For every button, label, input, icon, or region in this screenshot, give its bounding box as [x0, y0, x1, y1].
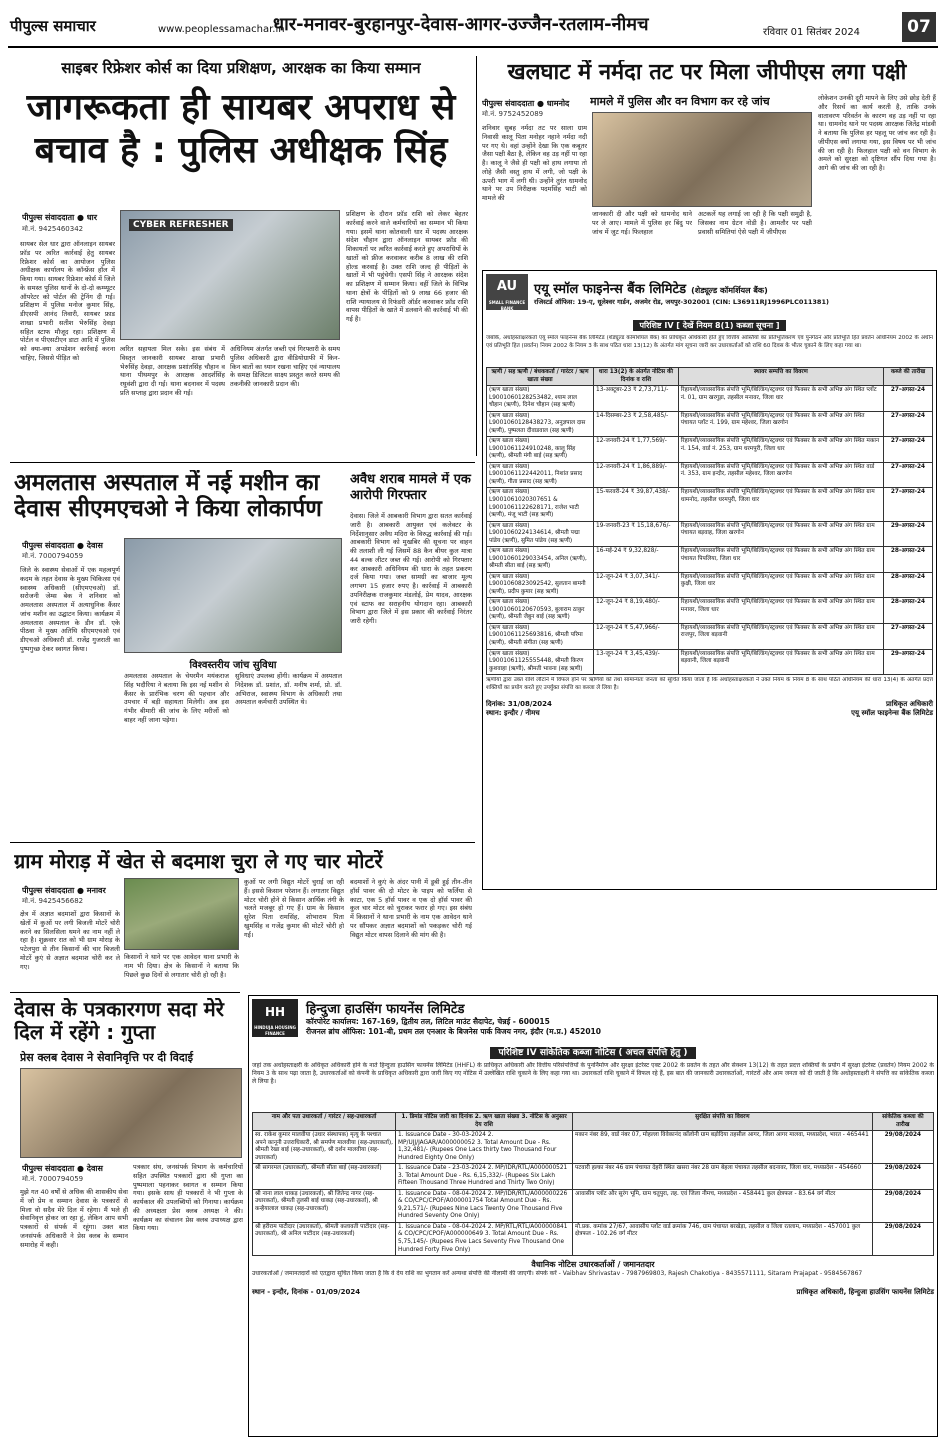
page-number: 07 — [902, 12, 936, 42]
website: www.peoplessamachar.in — [158, 24, 285, 35]
au-table-row-cell-2: 14-दिसम्बर-23 ₹ 2,58,485/- — [594, 411, 679, 437]
au-table-row-cell-2: 16-मई-24 ₹ 9,32,828/- — [594, 547, 679, 573]
hinduja-reg: रीजनल ब्रांच ऑफिस: 101-बी, प्रथम तल एनआर के बिजनेस पार्क विजय नगर, इंदौर (म.प्र.) 452010 — [306, 1027, 601, 1036]
hinduja-intro: जहां तक अधोहस्ताक्षरी के अधिकृत अधिकारी होने के नाते हिन्दुजा हाउसिंग फायनेंस लिमिटेड (HHFL) के प्राधिकृत अधिकारी और वित्तीय परिसंपत्तियों के पुनर्निर्माण और सुरक्षा इंटरेस्ट एक्ट 2002 के प्रवर्तन के तहत और सेक्शन 13(12) के तहत प्रदत्त शक्तियों के प्रयोग में सुरक्षा इंटरेस्ट (प्रवर्तन) नियम 2002 के नियम 3 के साथ पढ़ा जाता है, उधारकर्ताओं को कंपनी के प्राधिकृत अधिकारी द्वारा जारी किए गए नोटिस में उल्लेखित राशि चुकाने के लिए कहा गया था। उधारकर्ता राशि चुकाने में विफल रहे हैं, इस बात की जानकारी उधारकर्ताओं, गारंटरों और आम जनता को दी जाती है कि अधोहस्ताक्षरी ने संपत्ति का सांकेतिक कब्जा ले लिया है। — [252, 1062, 934, 1086]
au-table-row-cell-3: रिहायशी/व्यावसायिक संपत्ति भूमि/बिल्डिंग/स्ट्रक्चर एवं फिक्सर के सभी अभिन्न अंग स्थित मकान नं. 154, वार्ड नं. 253, ग्राम धरमपुरी, जिला धार — [678, 437, 883, 463]
au-table-row-cell-1: (ऋण खाता संख्या) L9001060128253482, श्याम लाल चौहान (ऋणी), दिनेश चौहान (सह ऋणी) — [487, 386, 594, 412]
story2-headline: खलघाट में नर्मदा तट पर मिला जीपीएस लगा पक्षी — [507, 60, 907, 85]
hinduja-notice — [248, 995, 938, 1437]
story2-subhead: मामले में पुलिस और वन विभाग कर रहे जांच — [590, 95, 770, 108]
story6-subhead: प्रेस क्लब देवास ने सेवानिवृत्ति पर दी विदाई — [20, 1051, 193, 1064]
hinduja-table-row-cell-1: स्व. राकेश कुमार मालवीया (उधार संस्थापक) मृत्यु के पश्चात अपने कानूनी उत्तराधिकारी, श्री समर्पण मालवीया (सह-उधारकर्ता), श्रीमती रेखा बाई (सह-उधारकर्ता), श्री दर्शन मालवीया (सह-उधारकर्ता) — [253, 1131, 396, 1164]
hinduja-col-borrower: नाम और पता उधारकर्ता / गारंटर / सह-उधारकर्ता — [253, 1113, 396, 1131]
story1-photo-caption: CYBER REFRESHER — [129, 219, 233, 231]
story3-box-title: विश्वस्तरीय जांच सुविधा — [189, 660, 277, 671]
story2-mobile: मो.नं. 9752452089 — [482, 110, 544, 118]
au-table-row-cell-1: (ऋण खाता संख्या) L9001061124910248, कालू सिंह (ऋणी), श्रीमती मंगी बाई (सह ऋणी) — [487, 437, 594, 463]
hinduja-col-notice: 1. डिमांड नोटिस जारी का दिनांक 2. ऋण खाता संख्या 3. नोटिस के अनुसार देय राशि — [396, 1113, 573, 1131]
story1-photo — [120, 210, 340, 340]
au-table-row-cell-3: रिहायशी/व्यावसायिक संपत्ति भूमि/बिल्डिंग/स्ट्रक्चर एवं फिक्सर के सभी अभिन्न अंग स्थित ग्राम धामनोद, तहसील धरमपुरी, जिला धार — [678, 488, 883, 521]
au-table-row-cell-3: रिहायशी/व्यावसायिक संपत्ति भूमि/बिल्डिंग/स्ट्रक्चर एवं फिक्सर के सभी अभिन्न अंग स्थित ग्राम पंचायत पिपलिया, जिला धार — [678, 547, 883, 573]
au-table-row — [487, 598, 933, 624]
story5-col4: बदमाशों ने कुएं के अंदर पानी में डूबी हुई तीन-तीन हॉर्स पावर की दो मोटर के पाइप को फर्लिया से काटा, एक 5 हॉर्स पावर व एक दो हॉर्स पावर की कुल चार मोटर को चुराकर फरार हो गए। इस संबंध में किसानों ने थाना प्रभारी के नाम एक आवेदन थाने पर सौंपकर अज्ञात बदमाशों को पकड़कर चोरी गई विद्युत मोटर वापस दिलाने की मांग की है। — [350, 878, 472, 939]
hinduja-table-row-cell-1: श्री सागरमल (उधारकर्ता), श्रीमती सीता बाई (सह-उधारकर्ता) — [253, 1164, 396, 1190]
hinduja-table-row-cell-3: मौ.प्रक. कमांक 27/67, आवासीय प्लॉट वार्ड क्रमांक 746, ग्राम पंचायत बरखेड़ा, तहसील व जिला रतलाम, मध्यप्रदेश - 457001 कुल क्षेत्रफल - 102.26 वर्ग मीटर — [573, 1222, 873, 1255]
story5-headline: ग्राम मोराड़ में खेत से बदमाश चुरा ले गए चार मोटरें — [14, 850, 383, 873]
hinduja-footer-title: वैधानिक नोटिस उधारकर्ताओं / जमानतदार — [531, 1260, 655, 1270]
story5-col1: क्षेत्र में अज्ञात बदमाशों द्वारा किसानों के खेतों में कुओं पर लगी बिजली मोटरें चोरी करने का सिलसिला थमने का नाम नहीं ले रहा है। शुक्रवार रात को भी ग्राम मोराड़ के पटेलपुरा से तीन किसानों की चार बिजली मोटरें कुएं से अज्ञात बदमाश चोरी कर ले गए। — [20, 910, 120, 971]
hinduja-logo-sub: HINDUJA HOUSING FINANCE — [254, 1025, 296, 1036]
au-table-row-cell-2: 12-जनवरी-24 ₹ 1,77,569/- — [594, 437, 679, 463]
section-rule — [10, 462, 475, 463]
au-table-row-cell-4: 27-अगस्त-24 — [883, 437, 932, 463]
au-table-row — [487, 572, 933, 598]
story1-head — [10, 58, 472, 208]
hinduja-table-row-cell-2: 1. Issuance Date - 08-04-2024 2. MP/IDR/RTL/A000000226 & CO/CPC/CPOF/A000001754 Total Amount Due - Rs. 9,21,571/- (Rupees Nine Lacs Twenty One Thousand Five Hundred Seventy One Only) — [396, 1189, 573, 1222]
au-table-row-cell-4: 27-अगस्त-24 — [883, 386, 932, 412]
au-table-row-cell-4: 27-अगस्त-24 — [883, 411, 932, 437]
section-rule-2 — [10, 842, 475, 843]
au-table-row-cell-4: 27-अगस्त-24 — [883, 462, 932, 488]
au-sign2: एयू स्मॉल फाइनेन्स बैंक लिमिटेड — [851, 709, 933, 718]
hinduja-table-row — [253, 1131, 934, 1164]
au-logo-text: AU — [496, 279, 518, 294]
hinduja-table-row — [253, 1222, 934, 1255]
au-table-row-cell-3: रिहायशी/व्यावसायिक संपत्ति भूमि/बिल्डिंग/स्ट्रक्चर एवं फिक्सर के सभी अभिन्न अंग स्थित ग्राम मनावर, जिला धार — [678, 598, 883, 624]
story1-col4: प्रशिक्षण के दौरान फ्रॉड राशि को लेकर बेहतर कार्रवाई करने वाले कर्मचारियों का सम्मान भी किया गया। इसमें थाना कोतवाली धार में पदस्थ आरक्षक संदेश चौहान द्वारा ऑनलाइन सायबर फ्रॉड की शिकायतों पर त्वरित कार्रवाई करते हुए अपराधियों के खातों को फ्रीज करवाकर करीब 8 लाख की राशि होल्ड करवाई है। उक्त राशि जल्द ही पीड़ितों के खातों में भी पहुंचेगी। एसपी सिंह ने आरक्षक संदेश का प्रशिक्षण में सम्मान किया। वहीं जिले के विभिन्न थाना क्षेत्रों के पीड़ितों को 9 लाख 66 हजार की राशि न्यायालय से रिफंडरी ऑर्डर करवाकर फ्रॉड राशि वापस पीड़ितों के खाते में डलवाने की कार्रवाई भी की गई है। — [346, 210, 468, 324]
au-table-row — [487, 462, 933, 488]
story5-byline: पीपुल्स संवाददाता ● मनावर — [22, 886, 106, 895]
hinduja-table-row-cell-4: 29/08/2024 — [872, 1189, 933, 1222]
story2-col3: अटकलें यह लगाई जा रही है कि पक्षी समुद्री है, जिसका नाम ग्रेटन नोडी है। आमतौर पर पक्षी प्रवासी समितियां ऐसे पक्षी में जीपीएस — [698, 210, 812, 236]
au-table-row-cell-2: 12-जून-24 ₹ 8,19,480/- — [594, 598, 679, 624]
hinduja-table-row-cell-2: 1. Issuance Date - 08-04-2024 2. MP/RTL/RTL/A000000841 & CO/CPC/CPOF/A000000649 3. Total Amount Due - Rs. 5,75,145/- (Rupees Five Lacs Seventy Five Thousand One Hundred Forty Five Only) — [396, 1222, 573, 1255]
story5-col3: कुओं पर लगी विद्युत मोटरें चुराई जा रही हैं। इससे किसान परेशान हैं। लगातार विद्युत मोटर चोरी होने से किसान आर्थिक तंगी के चलते मजबूर हो गए हैं। ग्राम के किसान सुरेश पिता रामसिंह, शोभाराम पिता खुमसिंह व गजेंद्र कुमार की मोटरें चोरी हो गईं। — [244, 878, 344, 939]
hinduja-table-row-cell-3: आवासीय प्लॉट और सुरंग भूमि, ग्राम चतुपुरा, तह. एवं जिला नीमच, मध्यप्रदेश - 458441 कुल क्षेत्रफल - 83.64 वर्ग मीटर — [573, 1189, 873, 1222]
hinduja-table-row-cell-2: 1. Issuance Date - 30-03-2024 2. MP/UJJ/JAGAR/A000000052 3. Total Amount Due - Rs. 1,32,481/- (Rupees One Lacs thirty two Thousand Four Hundred Eighty One Only) — [396, 1131, 573, 1164]
au-bank-notice — [482, 270, 937, 890]
au-logo-sub: SMALL FINANCE BANK — [488, 300, 526, 311]
hinduja-notice-title: परिशिष्ट IV सांकेतिक कब्जा नोटिस ( अचल संपत्ति हेतु ) — [490, 1047, 695, 1059]
au-col-possession: कब्जे की तारीख — [883, 368, 932, 386]
story3-photo — [124, 538, 342, 653]
au-table-row — [487, 649, 933, 675]
story1-kicker: साइबर रिफ्रेशर कोर्स का दिया प्रशिक्षण, आरक्षक का किया सम्मान — [61, 59, 421, 77]
au-date: दिनांक: 31/08/2024 — [486, 700, 552, 709]
story4-headline: अवैध शराब मामले में एक आरोपी गिरफ्तार — [350, 472, 471, 504]
au-table-row — [487, 411, 933, 437]
hinduja-logo — [252, 999, 298, 1037]
au-table-row-cell-1: (ऋण खाता संख्या) L9001060120670593, बुलाराम ठाकुर (ऋणी), श्रीमती जैबुन बाई (सह ऋणी) — [487, 598, 594, 624]
au-notice-title: परिशिष्ट IV [ देखें नियम 8(1) कब्जा सूचना ] — [633, 320, 785, 331]
au-place: स्थान: इन्दौर / नीमच — [486, 709, 540, 718]
brand-name: पीपुल्स समाचार — [10, 17, 96, 35]
au-table-row-cell-1: (ऋण खाता संख्या) L9001060224134614, श्रीमती पद्मा पांडेय (ऋणी), सुमित पांडेय (सह ऋणी) — [487, 521, 594, 547]
hinduja-title: हिन्दुजा हाउसिंग फायनेंस लिमिटेड — [306, 1002, 465, 1017]
story1-col3: अधिनियम अंतर्गत जब्ती एवं गिरफ्तारी के समय पुलिस अधिकारी द्वारा वीडियोग्राफी में किन-किन बातों का ध्यान रखना चाहिए एवं न्यायालय के समक्ष डिजिटल साक्ष्य प्रस्तुत करते समय की तकनीकी जानकारी प्रदान की। — [230, 345, 340, 389]
au-table-row-cell-3: रिहायशी/व्यावसायिक संपत्ति भूमि/बिल्डिंग/स्ट्रक्चर एवं फिक्सर के सभी अभिन्न अंग स्थित प्लॉट नं. 01, ग्राम खरगुड़ा, तहसील मनावर, जिला धार — [678, 386, 883, 412]
hinduja-table-row — [253, 1164, 934, 1190]
story6-photo — [20, 1068, 242, 1158]
story3-col2: अमलतास अस्पताल के चेयरमैन मयंकराज सिंह भदौरिया ने बताया कि इस नई मशीन से कैंसर के प्रारंभिक चरण की पहचान और उपचार में बड़ी सहायता मिलेगी। अब इस गंभीर बीमारी की जांच के लिए मरीजों को बाहर नहीं जाना पड़ेगा। — [124, 672, 229, 724]
au-table-row-cell-1: (ऋण खाता संख्या) L9001060129033454, अनिल (ऋणी), श्रीमती सीता बाई (सह ऋणी) — [487, 547, 594, 573]
masthead — [8, 6, 938, 48]
au-table-row-cell-2: 13-जून-24 ₹ 3,45,439/- — [594, 649, 679, 675]
story5-mobile: मो.नं. 9425456682 — [22, 897, 84, 905]
au-col-borrower: ऋणी / सह ऋणी / बंधककर्ता / गारंटर / ऋण खाता संख्या — [487, 368, 594, 386]
hinduja-corp: कॉरपोरेट कार्यालय: 167-169, द्वितीय तल, लिटिल माउंट सैदापेट, चेन्नई - 600015 — [306, 1017, 550, 1026]
story1-mobile: मो.नं. 9425460342 — [22, 225, 84, 233]
story6-col2: पत्रकार संघ, जनसंपर्क विभाग के कर्मचारियों सहित उपस्थित पत्रकारों द्वारा श्री गुप्ता का पुष्पमाला पहनाकर स्वागत व सम्मान किया गया। इसके साथ ही पत्रकारों ने भी गुप्ता के कार्यकाल की उपलब्धियों को गिनाया। कार्यक्रम की अध्यक्षता प्रेस क्लब अध्यक्ष ने की। कार्यक्रम का संचालन प्रेस क्लब उपाध्यक्ष द्वारा किया गया। — [133, 1163, 243, 1233]
story6-headline: देवास के पत्रकारगण सदा मेरे दिल में रहेंगे : गुप्ता — [14, 998, 224, 1044]
au-table-row — [487, 437, 933, 463]
story4-text: देवास। जिले में आबकारी विभाग द्वारा सतत कार्रवाई जारी है। आबकारी आयुक्त एवं कलेक्टर के निर्देशानुसार अवैध मदिरा के विरुद्ध कार्रवाई की गई। आबकारी विभाग को मुखबिर की सूचना पर वाहन की तलाशी ली गई जिसमें 88 कैन बीयर कुल मात्रा 44 बल्क लीटर जब्त की गई। आरोपी को गिरफ्तार कर आबकारी अधिनियम की धारा के तहत प्रकरण दर्ज किया गया। जब्त सामग्री का बाजार मूल्य लगभग 15 हजार रुपए है। कार्रवाई में आबकारी उपनिरीक्षक राजकुमार मंडलोई, प्रेम यादव, आरक्षक एवं स्टाफ का सराहनीय योगदान रहा। आबकारी विभाग द्वारा जिले में इस प्रकार की कार्रवाई निरंतर जारी रहेगी। — [350, 512, 472, 626]
au-table-row-cell-1: (ऋण खाता संख्या) L9001060823092542, सुलतान बामनी (ऋणी), प्रदीप कुमार (सह ऋणी) — [487, 572, 594, 598]
au-table-row-cell-2: 12-जून-24 ₹ 3,07,341/- — [594, 572, 679, 598]
au-address: रजिस्टर्ड ऑफिस: 19-ए, धूलेश्वर गार्डन, अजमेर रोड, जयपुर-302001 (CIN: L36911RJ1996PLC011381) — [534, 298, 829, 306]
au-table-row-cell-4: 29-अगस्त-24 — [883, 521, 932, 547]
au-logo — [486, 274, 528, 310]
au-table-row-cell-3: रिहायशी/व्यावसायिक संपत्ति भूमि/बिल्डिंग/स्ट्रक्चर एवं फिक्सर के सभी अभिन्न अंग स्थित वार्ड नं. 353, ग्राम इन्दौर, तहसील महेश्वर, जिला खरगोन — [678, 462, 883, 488]
au-title: एयू स्मॉल फाइनेन्स बैंक लिमिटेड — [534, 282, 687, 297]
story2-photo — [592, 112, 812, 207]
hinduja-table-row — [253, 1189, 934, 1222]
au-table-row-cell-1: (ऋण खाता संख्या) L9001061125555448, श्रीमती किरण कुशवाहा (ऋणी), श्रीमती भावना (सह ऋणी) — [487, 649, 594, 675]
hinduja-table-row-cell-1: श्री हरीराम पाटीदार (उधारकर्ता), श्रीमती कलावती पाटीदार (सह-उधारकर्ता), श्री अनिल पाटीदार (सह-उधारकर्ता) — [253, 1222, 396, 1255]
au-table-row-cell-2: 15-फरवरी-24 ₹ 39,87,438/- — [594, 488, 679, 521]
issue-date: रविवार 01 सितंबर 2024 — [763, 27, 861, 38]
au-table-row-cell-1: (ऋण खाता संख्या) L9001061020307651 & L9001061122628171, राजेश भाटी (ऋणी), मंजू भाटी (सह ऋणी) — [487, 488, 594, 521]
story3-col1: जिले के स्वास्थ्य सेवाओं में एक महत्वपूर्ण कदम के तहत देवास के मुख्य चिकित्सा एवं स्वास्थ्य अधिकारी (सीएमएचओ) डॉ. सरोजनी जेम्स बेक ने शनिवार को अमलतास अस्पताल में अत्याधुनिक कैंसर जांच मशीन का उद्घाटन किया। कार्यक्रम में अमलतास अस्पताल के डीन डॉ. एके पीठवा ने मुख्य अतिथि सीएमएचओ एवं डीएचओ अधिकारी डॉ. राजेंद्र गुजराती का पुष्पगुच्छ देकर स्वागत किया। — [20, 566, 120, 653]
hinduja-col-possession: सांकेतिक कब्जा की तारीख — [872, 1113, 933, 1131]
au-table-row-cell-1: (ऋण खाता संख्या) L9001060128438273, अनुज्ञपाल दास (ऋणी), पुष्पलता दीवाडवाल (सह ऋणी) — [487, 411, 594, 437]
au-footer: ऋणीयों द्वारा उक्त राशि लौटाने में विफल होने पर ऋणियों को तथा सामान्यतः जनता को सूचित किया जाता है कि अधोहस्ताक्षरकर्ता ने उक्त नियम के नियम 8 के साथ पठित अधिनियम की धारा 13(4) के अंतर्गत प्रदत्त शक्तियों का प्रयोग करते हुए उपर्युक्त संपत्ति का कब्जा ले लिया है। — [486, 677, 933, 691]
story3-col3: सुविधाएं उपलब्ध होंगी। कार्यक्रम में अस्पताल निदेशक डॉ. प्रशांत, डॉ. मनीष शर्मा, प्रो. डॉ. अभिराज, स्वास्थ्य विभाग के अधिकारी तथा अस्पताल कर्मचारी उपस्थित थे। — [235, 672, 342, 707]
story2-col4: लोकेशन उनकी दूरी मापने के लिए उसे छोड़ देती हैं और रिसर्च का कार्य करती है, ताकि उनके वातावरण परिवर्तन के कारण वह उड़ नहीं पा रहा था। धामनोद थाने पर पदस्थ आरक्षक जितेंद्र मांडवी ने बताया कि पुलिस हर पहलू पर जांच कर रही है। जीपीएस क्यों लगाया गया, इस विषय पर भी जांच की जा रही है। फिलहाल पक्षी को वन विभाग के अमले को सुरक्षा को दृष्टिगत सौंप दिया गया है। आगे की जांच की जा रही है। — [818, 94, 936, 173]
story6-mobile: मो.नं. 7000794059 — [22, 1175, 84, 1183]
story2-col2: जानकारी दी और पक्षी को धामनोद थाने पर ले आए। मामले में पुलिस हर बिंदु पर जांच में जुट गई। फिलहाल — [592, 210, 692, 236]
au-table-row-cell-1: (ऋण खाता संख्या) L9001061125693816, श्रीमती परिमा (ऋणी), श्रीमती संगीता (सह ऋणी) — [487, 623, 594, 649]
hinduja-logo-text: HH — [264, 1005, 286, 1019]
story6-byline: पीपुल्स संवाददाता ● देवास — [22, 1164, 103, 1173]
au-table-row-cell-2: 19-जनवरी-23 ₹ 15,18,676/- — [594, 521, 679, 547]
story1-byline: पीपुल्स संवाददाता ● धार — [22, 213, 97, 222]
story1-headline: जागरूकता ही सायबर अपराध से बचाव है : पुलिस अधीक्षक सिंह — [26, 87, 456, 172]
au-intro: जबकि, अधोहस्ताक्षरकर्ता एयू स्मॉल फाइनेन्स बैंक लिमिटेड (शेड्यूल्ड कॉमर्शियल बैंक) का प्राधिकृत अधिकारी होते हुए वित्तीय आस्तियों का प्रतिभूतिकरण एवं पुनर्गठन और प्रतिभूति हित प्रवर्तन अधिनियम 2002 के अधीन एवं प्रतिभूति हित (प्रवर्तन) नियम 2002 के नियम 3 के साथ पठित धारा 13(12) के अंतर्गत मांग सूचना जारी कर उधारकर्ताओं को राशि 60 दिवस के भीतर चुकाने के लिए कहा गया था। — [486, 335, 933, 349]
au-table-row-cell-2: 12-जून-24 ₹ 5,47,966/- — [594, 623, 679, 649]
au-col-notice: धारा 13(2) के अंतर्गत नोटिस की दिनांक व राशि — [594, 368, 679, 386]
au-table-row-cell-1: (ऋण खाता संख्या) L9001061122442011, निशांत प्रसाद (ऋणी), गीता प्रसाद (सह ऋणी) — [487, 462, 594, 488]
hinduja-sign: प्राधिकृत अधिकारी, हिन्दुजा हाउसिंग फायनेंस लिमिटेड — [796, 1288, 934, 1297]
region-title: धार-मनावर-बुरहानपुर-देवास-आगर-उज्जैन-रतलाम-नीमच — [273, 14, 649, 35]
au-table — [486, 367, 933, 675]
au-col-property: स्थावर सम्पत्ति का विवरण — [678, 368, 883, 386]
hinduja-table — [252, 1112, 934, 1256]
au-table-row — [487, 521, 933, 547]
au-table-row-cell-3: रिहायशी/व्यावसायिक संपत्ति भूमि/बिल्डिंग/स्ट्रक्चर एवं फिक्सर के सभी अभिन्न अंग स्थित ग्राम कुक्षी, जिला धार — [678, 572, 883, 598]
story1-col1: सायबर सेल धार द्वारा ऑनलाइन सायबर फ्रॉड पर त्वरित कार्रवाई हेतु सायबर रिफ्रेशर कोर्स का आयोजन पुलिस अधीक्षक कार्यालय के कॉन्फ्रेंस हॉल में किया गया। सायबर रिफ्रेशर कोर्स में जिले के समस्त पुलिस थानों के दो-दो कम्प्यूटर ऑपरेटर को पोर्टल की ट्रेनिंग दी गई। प्रशिक्षण में पुलिस मनोज कुमार सिंह, डीएसपी आनंद तिवारी, सायबर फ्राड शाखा प्रभारी सतीश भेरुसिंह देवड़ा सहित स्टाफ मौजूद रहा। प्रशिक्षण में पोर्टल व पीएसटीएन डाटा आदि में पुलिस को क्या-क्या अपडेशन कार्रवाई करना चाहिए, जिससे पीड़ित को — [20, 240, 115, 362]
hinduja-table-row-cell-3: पटवारी हल्का नंबर 46 ग्राम पंचायत देहरी स्थित खसरा नंबर 28 ग्राम बेहला पंचायत तहसील बदनावर, जिला धार, मध्यप्रदेश - 454660 — [573, 1164, 873, 1190]
story5-photo — [124, 878, 239, 950]
story2-byline: पीपुल्स संवाददाता ● धामनोद — [482, 99, 570, 108]
au-table-row-cell-4: 28-अगस्त-24 — [883, 598, 932, 624]
au-table-row-cell-2: 12-जनवरी-24 ₹ 1,86,889/- — [594, 462, 679, 488]
au-table-row — [487, 386, 933, 412]
au-sign1: प्राधिकृत अधिकारी — [885, 700, 933, 709]
hinduja-footer: उधारकर्ताओं / जमानतदारों को एतद्वारा सूचित किया जाता है कि वे देय राशि का भुगतान करें अन्यथा संपत्ति की नीलामी की जाएगी। संपर्क करें - Vaibhav Shrivastav - 7987969803, Rajesh Chakotiya - 8435571111, Sitaram Prajapat - 9584567867 — [252, 1270, 863, 1278]
au-table-row-cell-4: 28-अगस्त-24 — [883, 547, 932, 573]
story2-col1: शनिवार सुबह नर्मदा तट पर साला ग्राम निवासी कालू पिता मनोहर नहाने नर्मदा नदी पर गए थे। वहां उन्होंने देखा कि एक कबूतर जैसा पक्षी बैठा है, लेकिन वह उड़ नहीं पा रहा है। कालू ने जैसे ही पक्षी को हाथ लगाया तो लोहे जैसी वस्तु हाथ में लगी, जो पक्षी के ऊपरी भाग में लगी थी। उन्होंने तुरंत धामनोद थाने पर उप निरीक्षक पदमसिंह भाटी को मामले की — [482, 124, 587, 203]
story3-headline: अमलतास अस्पताल में नई मशीन का देवास सीएमएचओ ने किया लोकार्पण — [14, 470, 322, 523]
story3-mobile: मो.नं. 7000794059 — [22, 552, 84, 560]
au-table-row — [487, 488, 933, 521]
au-table-row-cell-3: रिहायशी/व्यावसायिक संपत्ति भूमि/बिल्डिंग/स्ट्रक्चर एवं फिक्सर के सभी अभिन्न अंग स्थित पंचायत प्लॉट नं. 199, ग्राम महेश्वर, जिला खरगोन — [678, 411, 883, 437]
au-table-row-cell-2: 13-अक्टूबर-23 ₹ 2,73,711/- — [594, 386, 679, 412]
au-subtitle: (शेड्यूल्ड कॉमर्शियल बैंक) — [691, 286, 768, 295]
au-table-row — [487, 623, 933, 649]
au-table-row — [487, 547, 933, 573]
story6-col1: मुझे गत 40 वर्षों से अधिक की शासकीय सेवा में जो प्रेम व सम्मान देवास के पत्रकारों से मिला वो सदैव मेरे दिल में रहेगा। मैं भले ही सेवानिवृत्त होकर जा रहा हूं, लेकिन आप सभी पत्रकारों से संपर्क में रहूंगा। उक्त बात जनसंपर्क अधिकारी ने प्रेस क्लब के सम्मान समारोह में कही। — [20, 1188, 128, 1249]
hinduja-place: स्थान - इन्दौर, दिनांक - 01/09/2024 — [252, 1288, 361, 1297]
au-table-row-cell-3: रिहायशी/व्यावसायिक संपत्ति भूमि/बिल्डिंग/स्ट्रक्चर एवं फिक्सर के सभी अभिन्न अंग स्थित ग्राम पंचायत बड़वाह, जिला खरगोन — [678, 521, 883, 547]
au-table-row-cell-3: रिहायशी/व्यावसायिक संपत्ति भूमि/बिल्डिंग/स्ट्रक्चर एवं फिक्सर के सभी अभिन्न अंग स्थित ग्राम बड़वानी, जिला बड़वानी — [678, 649, 883, 675]
section-rule-3 — [10, 992, 240, 993]
au-table-row-cell-4: 28-अगस्त-24 — [883, 572, 932, 598]
story1-col2: त्वरित सहायता मिल सके। इस संबंध में विस्तृत जानकारी सायबर शाखा प्रभारी भेरुसिंह देवड़ा, आरक्षक प्रशांतसिंह चौहान व थाना पीथमपुर के आरक्षक आदर्शसिंह रघुवंशी द्वारा दी गई। थाना बदनावर में पदस्थ प्रति सप्ताह द्वारा प्रदान की गई। — [120, 345, 225, 397]
column-rule — [476, 56, 477, 456]
hinduja-table-row-cell-2: 1. Issuance Date - 23-03-2024 2. MP/IDR/RTL/A000000521 3. Total Amount Due - Rs. 6,15,332/- (Rupees Six Lakh Fifteen Thousand Three Hundred and Thirty Two Only) — [396, 1164, 573, 1190]
hinduja-table-row-cell-4: 29/08/2024 — [872, 1222, 933, 1255]
au-table-row-cell-3: रिहायशी/व्यावसायिक संपत्ति भूमि/बिल्डिंग/स्ट्रक्चर एवं फिक्सर के सभी अभिन्न अंग स्थित ग्राम राजपुर, जिला बड़वानी — [678, 623, 883, 649]
au-table-row-cell-4: 27-अगस्त-24 — [883, 623, 932, 649]
hinduja-table-row-cell-4: 29/08/2024 — [872, 1131, 933, 1164]
story5-col2: किसानों ने थाने पर एक आवेदन थाना प्रभारी के नाम भी दिया। क्षेत्र के किसानों ने बताया कि पिछले कुछ दिनों से लगातार चोरी हो रही है। — [124, 953, 239, 979]
hinduja-table-row-cell-1: श्री नाना लाल धाकड़ (उधारकर्ता), श्री जितेन्द्र नागर (सह-उधारकर्ता), श्रीमती तुलसी बाई धाकड़ (सह-उधारकर्ता), श्री कन्हैयालाल धाकड़ (सह-उधारकर्ता) — [253, 1189, 396, 1222]
hinduja-table-row-cell-3: मकान नंबर 89, वार्ड नंबर 07, मोहल्ला विवेकानंद कॉलोनी ग्राम बड़ोदिया तहसील आगर, जिला आगर मालवा, मध्यप्रदेश, भारत - 465441 — [573, 1131, 873, 1164]
story3-byline: पीपुल्स संवाददाता ● देवास — [22, 541, 103, 550]
hinduja-col-property: सुरक्षित संपत्ति का विवरण — [573, 1113, 873, 1131]
au-table-row-cell-4: 27-अगस्त-24 — [883, 488, 932, 521]
au-table-row-cell-4: 29-अगस्त-24 — [883, 649, 932, 675]
hinduja-table-row-cell-4: 29/08/2024 — [872, 1164, 933, 1190]
